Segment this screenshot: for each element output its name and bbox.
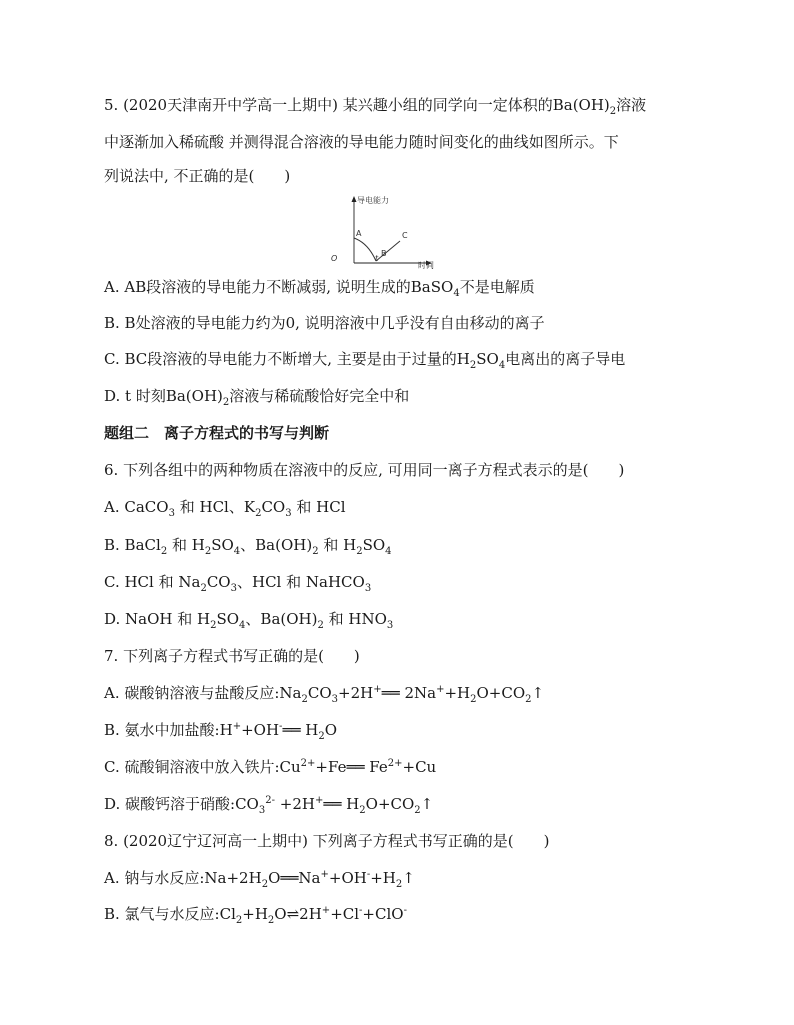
point-c-label: C	[402, 231, 408, 240]
origin-label: O	[331, 254, 338, 263]
point-b-label: B	[381, 249, 387, 258]
q7-stem: 7. 下列离子方程式书写正确的是( )	[104, 647, 360, 665]
q5-stem-line3: 列说法中, 不正确的是( )	[104, 167, 291, 185]
q7-option-a: A. 碳酸钠溶液与盐酸反应$:Na_2CO_3+2H^+══$ $2Na^++H_2O+CO_2↑$	[104, 684, 545, 705]
q7-option-c: C. 硫酸铜溶液中放入铁片$:Cu^{2+}+Fe══$ $Fe^{2+}+Cu$	[104, 758, 437, 776]
section-heading: 题组二 离子方程式的书写与判断	[104, 424, 330, 442]
q6-option-a: A. CaCO$_3$ 和 HCl、$K_2CO_3$ 和 HCl	[104, 498, 346, 519]
x-axis-label: 时间	[418, 261, 434, 269]
q5-option-a: A. AB段溶液的导电能力不断减弱, 说明生成的BaSO$_4$不是电解质	[104, 278, 535, 299]
q5-stem-line1: 5. (2020天津南开中学高一上期中) 某兴趣小组的同学向一定体积的$Ba(OH)_2$溶液	[104, 96, 647, 117]
q6-option-d: D. NaOH 和 $H_2SO_4$、$Ba(OH)_2$ 和 $HNO_3$	[104, 610, 394, 631]
q8-option-a: A. 钠与水反应$:Na+2H_2O══Na^++OH^-+H_2↑$	[104, 869, 415, 890]
q5-option-d: D. t 时刻$Ba(OH)_2$溶液与稀硫酸恰好完全中和	[104, 387, 410, 408]
q8-option-b: B. 氯气与水反应$:Cl_2+H_2O\rightleftharpoons 2H^++Cl^-+ClO^-$	[104, 905, 407, 926]
q5-option-b: B. B处溶液的导电能力约为0, 说明溶液中几乎没有自由移动的离子	[104, 314, 545, 332]
q6-option-c: C. HCl 和 $Na_2CO_3$、HCl 和 NaHCO$_3$	[104, 573, 372, 594]
conductivity-chart	[330, 193, 460, 269]
curve-ab	[354, 238, 376, 261]
tick-label-t: t	[375, 254, 379, 263]
q6-option-b: B. BaCl$_2$ 和 $H_2SO_4$、$Ba(OH)_2$ 和 $H_2SO_4$	[104, 536, 392, 557]
point-a-label: A	[356, 229, 362, 238]
q5-stem-line2: 中逐渐加入稀硫酸 并测得混合溶液的导电能力随时间变化的曲线如图所示。下	[104, 133, 619, 151]
y-axis-label: 导电能力	[357, 196, 389, 205]
q6-stem: 6. 下列各组中的两种物质在溶液中的反应, 可用同一离子方程式表示的是( )	[104, 461, 625, 479]
q8-stem: 8. (2020辽宁辽河高一上期中) 下列离子方程式书写正确的是( )	[104, 832, 550, 850]
q5-option-c: C. BC段溶液的导电能力不断增大, 主要是由于过量的$H_2SO_4$电离出的离子导电	[104, 350, 626, 371]
q7-option-b: B. 氨水中加盐酸:H++OH-══ $H_2O$	[104, 721, 338, 742]
y-axis-arrow	[352, 196, 357, 202]
q7-option-d: D. 碳酸钙溶于硝酸$:CO_3^{2-}$ +2H+══ $H_2O+CO_2↑$	[104, 795, 434, 816]
curve-bc	[376, 241, 400, 261]
